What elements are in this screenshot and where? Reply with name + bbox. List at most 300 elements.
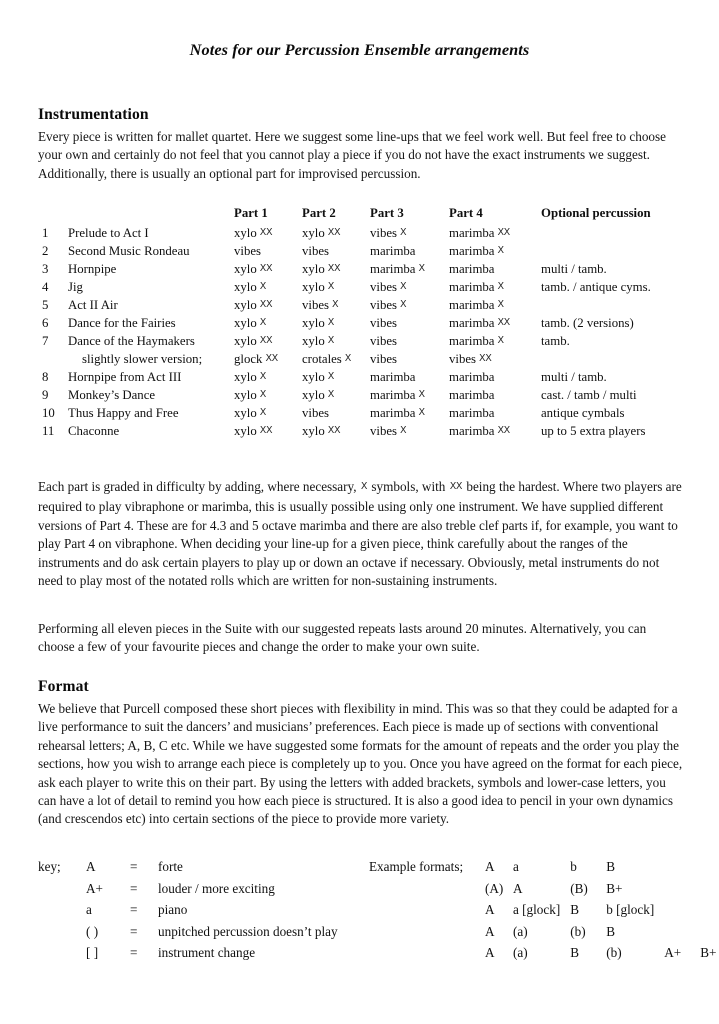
piece-title-text: Thus Happy and Free: [68, 406, 179, 420]
row-number-text: 6: [42, 316, 49, 330]
part-3-cell-text: vibes: [370, 298, 398, 312]
part-1-cell-text: xylo: [234, 280, 257, 294]
part-1-cell: [234, 333, 302, 351]
key-meaning: unpitched percussion doesn’t play: [158, 923, 338, 939]
key-meaning: piano: [158, 902, 188, 917]
part-2-cell-text: xylo: [302, 388, 325, 402]
difficulty-marker-icon: X: [327, 281, 334, 292]
difficulty-marker-icon: X: [418, 407, 425, 418]
example-format-cell: (B): [570, 880, 588, 896]
table-row: [38, 297, 686, 315]
part-1-cell-text: xylo: [234, 388, 257, 402]
table-row: [38, 225, 686, 243]
part-2-cell-text: xylo: [302, 316, 325, 330]
part-1-cell: [234, 279, 302, 297]
difficulty-marker-icon: XX: [259, 425, 273, 436]
optional-percussion-cell-text: multi / tamb.: [541, 370, 607, 384]
part-4-cell: [449, 279, 541, 297]
example-formats-label-spacer: [369, 921, 485, 943]
part-3-cell: [370, 261, 449, 279]
row-number-text: 4: [42, 280, 49, 294]
key-symbol: A: [86, 859, 96, 874]
part-3-cell-text: marimba: [370, 370, 416, 384]
piece-title: [68, 315, 234, 333]
row-number: [38, 261, 68, 279]
part-4-cell-text: marimba: [449, 370, 495, 384]
part-4-cell-text: marimba: [449, 298, 495, 312]
part-2-cell: [302, 225, 370, 243]
difficulty-marker-icon: X: [259, 371, 266, 382]
part-2-cell-text: vibes: [302, 406, 330, 420]
grading-text-1: Each part is graded in difficulty by adding, where necessary,: [38, 479, 360, 494]
part-4-cell: [449, 315, 541, 333]
part-1-cell: [234, 225, 302, 243]
example-format-cell: [664, 921, 700, 943]
optional-percussion-cell-text: tamb. / antique cyms.: [541, 280, 651, 294]
example-format-cell: b [glock]: [606, 902, 655, 917]
table-body: [38, 225, 686, 441]
table-row: [38, 243, 686, 261]
example-format-cell: (b): [570, 923, 586, 939]
part-3-cell: [370, 405, 449, 423]
piece-title-text: Prelude to Act I: [68, 226, 149, 240]
difficulty-marker-icon: XX: [259, 299, 273, 310]
part-1-cell: [234, 423, 302, 441]
column-header-part-3: Part 3: [370, 206, 404, 220]
difficulty-marker-icon: XX: [497, 425, 510, 436]
part-4-cell-text: marimba: [449, 388, 495, 402]
part-2-cell-text: xylo: [302, 424, 325, 438]
part-2-cell: [302, 333, 370, 351]
row-number: [38, 369, 68, 387]
example-format-cell: [664, 856, 700, 878]
optional-percussion-cell: [541, 243, 686, 261]
column-header-part-2: Part 2: [302, 206, 336, 220]
part-3-cell-text: vibes: [370, 424, 398, 438]
part-2-cell-text: crotales: [302, 352, 342, 366]
example-format-row: [369, 899, 716, 921]
piece-title: [68, 279, 234, 297]
piece-title: [68, 387, 234, 405]
part-4-cell-text: marimba: [449, 424, 495, 438]
part-4-cell-text: marimba: [449, 280, 495, 294]
part-3-cell-text: marimba: [370, 262, 416, 276]
part-4-cell: [449, 261, 541, 279]
example-format-cell: [700, 856, 716, 878]
part-1-cell: [234, 351, 302, 369]
example-format-cell: (a): [513, 945, 528, 960]
key-label-spacer: [38, 921, 86, 943]
part-2-cell-text: xylo: [302, 334, 325, 348]
piece-title: [68, 351, 234, 369]
key-label-spacer: [38, 942, 86, 964]
key-label-spacer: [38, 899, 86, 921]
part-2-cell: [302, 405, 370, 423]
example-format-cell: (A): [485, 880, 504, 896]
example-formats-label-spacer: [369, 942, 485, 964]
difficulty-marker-icon: X: [400, 425, 407, 436]
part-4-cell: [449, 333, 541, 351]
grading-text-3: being the hardest. Where two players are required to play vibraphone or marimba, this is usually possible using only one instrument. We have supplied different versions of Part 4. These are for 4.3 and 5 octave marimba and there are also treble clef parts if, for example, you want to play Part 4 on vibraphone. When deciding your line-up for a given piece, think carefully about the ranges of the instruments and do ask certain players to play up or down an octave if necessary. Obviously, metal instruments do not need to play most of the notated rolls which are written for non-sustaining instruments.: [38, 479, 682, 589]
part-2-cell: [302, 369, 370, 387]
example-format-cell: a [glock]: [513, 902, 561, 917]
part-4-cell-text: marimba: [449, 316, 495, 330]
part-1-cell: [234, 315, 302, 333]
part-1-cell: [234, 387, 302, 405]
piece-title-text: Chaconne: [68, 424, 120, 438]
row-number: [38, 405, 68, 423]
column-header-number: [38, 205, 68, 225]
part-3-cell: [370, 243, 449, 261]
table-row: [38, 405, 686, 423]
optional-percussion-cell: [541, 333, 686, 351]
optional-percussion-cell: [541, 261, 686, 279]
row-number: [38, 225, 68, 243]
piece-title-text: Dance of the Haymakers: [68, 334, 195, 348]
part-2-cell-text: xylo: [302, 370, 325, 384]
example-format-row: [369, 942, 716, 964]
section-heading-instrumentation: Instrumentation: [38, 106, 149, 123]
key-symbol: [ ]: [86, 945, 99, 960]
row-number-text: 9: [42, 388, 49, 402]
part-2-cell: [302, 297, 370, 315]
examples-table-body: [369, 856, 716, 964]
difficulty-symbol-double: XX: [449, 481, 463, 492]
key-symbol: A+: [86, 880, 103, 896]
optional-percussion-cell: [541, 297, 686, 315]
part-4-cell: [449, 225, 541, 243]
row-number-text: 2: [42, 244, 49, 258]
part-2-cell: [302, 423, 370, 441]
optional-percussion-cell: [541, 279, 686, 297]
part-3-cell-text: vibes: [370, 280, 398, 294]
optional-percussion-cell: [541, 351, 686, 369]
example-format-cell: B+: [700, 945, 717, 960]
duration-paragraph: Performing all eleven pieces in the Suite with our suggested repeats lasts around 20 minutes. Alternatively, you can choose a few of your favourite pieces and change the order to make your own suite.: [38, 621, 647, 655]
optional-percussion-cell: [541, 315, 686, 333]
part-4-cell: [449, 297, 541, 315]
key-symbol: a: [86, 902, 92, 917]
difficulty-marker-icon: X: [497, 245, 504, 256]
difficulty-marker-icon: X: [418, 389, 425, 400]
part-4-cell: [449, 369, 541, 387]
difficulty-marker-icon: X: [259, 389, 266, 400]
difficulty-marker-icon: X: [327, 371, 334, 382]
key-equals-sign: =: [130, 923, 138, 939]
part-3-cell: [370, 279, 449, 297]
part-3-cell: [370, 297, 449, 315]
example-formats-label: Example formats;: [369, 859, 464, 874]
part-3-cell-text: marimba: [370, 244, 416, 258]
part-1-cell-text: glock: [234, 352, 263, 366]
example-format-cell: A: [485, 859, 495, 874]
example-format-cell: [664, 878, 700, 900]
part-4-cell: [449, 405, 541, 423]
section-heading-format: Format: [38, 678, 89, 695]
part-1-cell: [234, 261, 302, 279]
piece-title: [68, 369, 234, 387]
part-1-cell-text: xylo: [234, 406, 257, 420]
key-symbol: ( ): [86, 923, 99, 939]
part-3-cell-text: vibes: [370, 226, 398, 240]
optional-percussion-cell-text: up to 5 extra players: [541, 424, 646, 438]
example-format-cell: B: [570, 945, 580, 960]
part-4-cell: [449, 387, 541, 405]
example-formats-label-spacer: [369, 878, 485, 900]
difficulty-marker-icon: X: [497, 335, 504, 346]
piece-title-text: Hornpipe: [68, 262, 117, 276]
difficulty-marker-icon: XX: [259, 263, 273, 274]
part-2-cell-text: xylo: [302, 280, 325, 294]
part-4-cell: [449, 243, 541, 261]
example-format-cell: A: [485, 923, 495, 939]
part-4-cell-text: marimba: [449, 334, 495, 348]
part-1-cell: [234, 243, 302, 261]
part-3-cell: [370, 351, 449, 369]
difficulty-marker-icon: XX: [259, 227, 273, 238]
example-format-row: [369, 921, 716, 943]
row-number-text: 3: [42, 262, 49, 276]
table-row: [38, 387, 686, 405]
example-format-cell: (a): [513, 923, 528, 939]
part-3-cell: [370, 315, 449, 333]
part-1-cell-text: xylo: [234, 298, 257, 312]
piece-title: [68, 423, 234, 441]
difficulty-marker-icon: XX: [259, 335, 273, 346]
piece-title: [68, 243, 234, 261]
piece-title-text: Act II Air: [68, 298, 118, 312]
table-row: [38, 369, 686, 387]
example-format-cell: B: [606, 859, 616, 874]
difficulty-marker-icon: X: [327, 389, 334, 400]
part-2-cell-text: vibes: [302, 298, 330, 312]
example-format-cell: B: [606, 923, 616, 939]
key-label: key;: [38, 859, 61, 874]
row-number: [38, 423, 68, 441]
examples-table: [369, 856, 716, 964]
optional-percussion-cell: [541, 225, 686, 243]
part-3-cell: [370, 423, 449, 441]
key-equals-sign: =: [130, 945, 138, 960]
piece-title: [68, 297, 234, 315]
table-row: [38, 279, 686, 297]
row-number: [38, 333, 68, 351]
difficulty-marker-icon: X: [418, 263, 425, 274]
table-row: [38, 333, 686, 351]
optional-percussion-cell-text: cast. / tamb / multi: [541, 388, 637, 402]
part-1-cell-text: xylo: [234, 262, 257, 276]
page-title: Notes for our Percussion Ensemble arrangements: [189, 40, 530, 59]
example-format-cell: A: [513, 880, 523, 896]
piece-lineup-table: [38, 205, 686, 441]
part-3-cell: [370, 387, 449, 405]
difficulty-marker-icon: X: [400, 227, 407, 238]
part-4-cell-text: marimba: [449, 406, 495, 420]
row-number-text: 8: [42, 370, 49, 384]
piece-title-text: Monkey’s Dance: [68, 388, 156, 402]
example-format-cell: B: [570, 902, 580, 917]
key-meaning: louder / more exciting: [158, 880, 275, 896]
difficulty-marker-icon: XX: [327, 227, 341, 238]
difficulty-marker-icon: X: [327, 335, 334, 346]
difficulty-marker-icon: XX: [479, 353, 492, 364]
optional-percussion-cell-text: tamb.: [541, 334, 570, 348]
example-format-cell: (b): [606, 945, 622, 960]
example-format-cell: A: [485, 902, 495, 917]
part-3-cell: [370, 369, 449, 387]
difficulty-marker-icon: X: [259, 407, 266, 418]
key-equals-sign: =: [130, 859, 138, 874]
table-row: [38, 315, 686, 333]
key-row: [38, 878, 338, 900]
part-4-cell-text: marimba: [449, 262, 495, 276]
table-row: [38, 423, 686, 441]
part-1-cell-text: xylo: [234, 370, 257, 384]
row-number: [38, 387, 68, 405]
part-3-cell: [370, 225, 449, 243]
part-2-cell: [302, 261, 370, 279]
grading-text-2: symbols, with: [368, 479, 449, 494]
column-header-optional: Optional percussion: [541, 206, 651, 220]
difficulty-marker-icon: XX: [497, 227, 510, 238]
optional-percussion-cell-text: tamb. (2 versions): [541, 316, 634, 330]
part-3-cell-text: vibes: [370, 334, 398, 348]
piece-title-text: Hornpipe from Act III: [68, 370, 182, 384]
difficulty-marker-icon: X: [400, 299, 407, 310]
table-header-row: [38, 205, 686, 225]
difficulty-marker-icon: X: [497, 299, 504, 310]
table-row: [38, 261, 686, 279]
example-format-cell: a: [513, 859, 519, 874]
difficulty-marker-icon: X: [497, 281, 504, 292]
part-4-cell-text: vibes: [449, 352, 477, 366]
difficulty-marker-icon: XX: [327, 263, 341, 274]
key-table-body: [38, 856, 338, 964]
part-4-cell: [449, 351, 541, 369]
piece-title: [68, 261, 234, 279]
part-4-cell-text: marimba: [449, 226, 495, 240]
row-number-text: 5: [42, 298, 49, 312]
format-paragraph: We believe that Purcell composed these short pieces with flexibility in mind. This was so that they could be adapted for a live performance to suit the dancers’ and musicians’ preferences. Each piece is made up of sections with conventional rehearsal letters; A, B, C etc. While we have suggested some formats for the amount of repeats and the order you play the sections, how you wish to arrange each piece is completely up to you. Once you have agreed on the format for each piece, ask each player to write this on their part. By using the letters with added brackets, symbols and lower-case letters, you can have a lot of detail to remind you how each piece is structured. It is also a good idea to pencil in your own dynamics (and crescendos etc) into certain sections of the piece to provide more variety.: [38, 701, 683, 827]
example-format-cell: b: [570, 859, 577, 874]
optional-percussion-cell: [541, 387, 686, 405]
part-1-cell: [234, 297, 302, 315]
part-3-cell-text: marimba: [370, 388, 416, 402]
row-number-text: 11: [42, 424, 55, 438]
table-header: [38, 205, 686, 225]
optional-percussion-cell: [541, 423, 686, 441]
example-format-cell: B+: [606, 880, 623, 896]
key-equals-sign: =: [130, 902, 138, 917]
key-row: [38, 942, 338, 964]
example-format-cell: [700, 921, 716, 943]
difficulty-symbol-single: X: [360, 481, 368, 492]
example-formats-label-spacer: [369, 899, 485, 921]
difficulty-marker-icon: XX: [327, 425, 341, 436]
part-1-cell-text: xylo: [234, 316, 257, 330]
piece-title: [68, 405, 234, 423]
optional-percussion-cell: [541, 369, 686, 387]
piece-title-text: Jig: [68, 280, 83, 294]
key-label-spacer: [38, 878, 86, 900]
key-table: [38, 856, 338, 964]
example-formats: [369, 856, 716, 964]
example-format-cell: A: [485, 945, 495, 960]
part-3-cell-text: vibes: [370, 352, 398, 366]
column-header-title: [68, 205, 234, 225]
row-number: [38, 315, 68, 333]
key-row: [38, 921, 338, 943]
piece-title: [68, 225, 234, 243]
difficulty-marker-icon: X: [259, 281, 266, 292]
part-3-cell-text: vibes: [370, 316, 398, 330]
part-2-cell-text: vibes: [302, 244, 330, 258]
column-header-part-4: Part 4: [449, 206, 483, 220]
part-2-cell-text: xylo: [302, 262, 325, 276]
row-number-text: 1: [42, 226, 49, 240]
part-2-cell-text: xylo: [302, 226, 325, 240]
piece-title-text: slightly slower version;: [82, 352, 203, 366]
example-format-cell: [700, 878, 716, 900]
part-1-cell: [234, 369, 302, 387]
key-equals-sign: =: [130, 880, 138, 896]
part-1-cell-text: xylo: [234, 334, 257, 348]
key-meaning: forte: [158, 859, 183, 874]
piece-title-text: Second Music Rondeau: [68, 244, 190, 258]
piece-title: [68, 333, 234, 351]
row-number-text: 10: [42, 406, 55, 420]
row-number: [38, 351, 68, 369]
part-2-cell: [302, 279, 370, 297]
part-2-cell: [302, 351, 370, 369]
key-row: [38, 899, 338, 921]
grading-paragraph: [38, 478, 686, 590]
part-1-cell-text: xylo: [234, 226, 257, 240]
part-1-cell: [234, 405, 302, 423]
part-2-cell: [302, 387, 370, 405]
example-format-row: [369, 878, 716, 900]
part-2-cell: [302, 243, 370, 261]
instrumentation-intro-paragraph: Every piece is written for mallet quartet. Here we suggest some line-ups that we feel work well. But feel free to choose your own and certainly do not feel that you cannot play a piece if you do not have the exact instruments we suggest. Additionally, there is usually an optional part for improvised percussion.: [38, 129, 667, 181]
optional-percussion-cell-text: multi / tamb.: [541, 262, 607, 276]
key-legend: [38, 856, 338, 964]
key-meaning: instrument change: [158, 945, 256, 960]
example-format-row: [369, 856, 716, 878]
optional-percussion-cell: [541, 405, 686, 423]
row-number: [38, 243, 68, 261]
difficulty-marker-icon: XX: [497, 317, 510, 328]
part-4-cell-text: marimba: [449, 244, 495, 258]
key-row: [38, 856, 338, 878]
column-header-part-1: Part 1: [234, 206, 268, 220]
difficulty-marker-icon: X: [400, 281, 407, 292]
row-number: [38, 297, 68, 315]
optional-percussion-cell-text: antique cymbals: [541, 406, 625, 420]
example-format-cell: [664, 899, 700, 921]
row-number: [38, 279, 68, 297]
part-3-cell: [370, 333, 449, 351]
difficulty-marker-icon: X: [332, 299, 339, 310]
piece-title-text: Dance for the Fairies: [68, 316, 176, 330]
part-1-cell-text: xylo: [234, 424, 257, 438]
part-2-cell: [302, 315, 370, 333]
part-1-cell-text: vibes: [234, 244, 262, 258]
row-number-text: 7: [42, 334, 49, 348]
part-3-cell-text: marimba: [370, 406, 416, 420]
part-4-cell: [449, 423, 541, 441]
difficulty-marker-icon: X: [344, 353, 351, 364]
difficulty-marker-icon: X: [259, 317, 266, 328]
